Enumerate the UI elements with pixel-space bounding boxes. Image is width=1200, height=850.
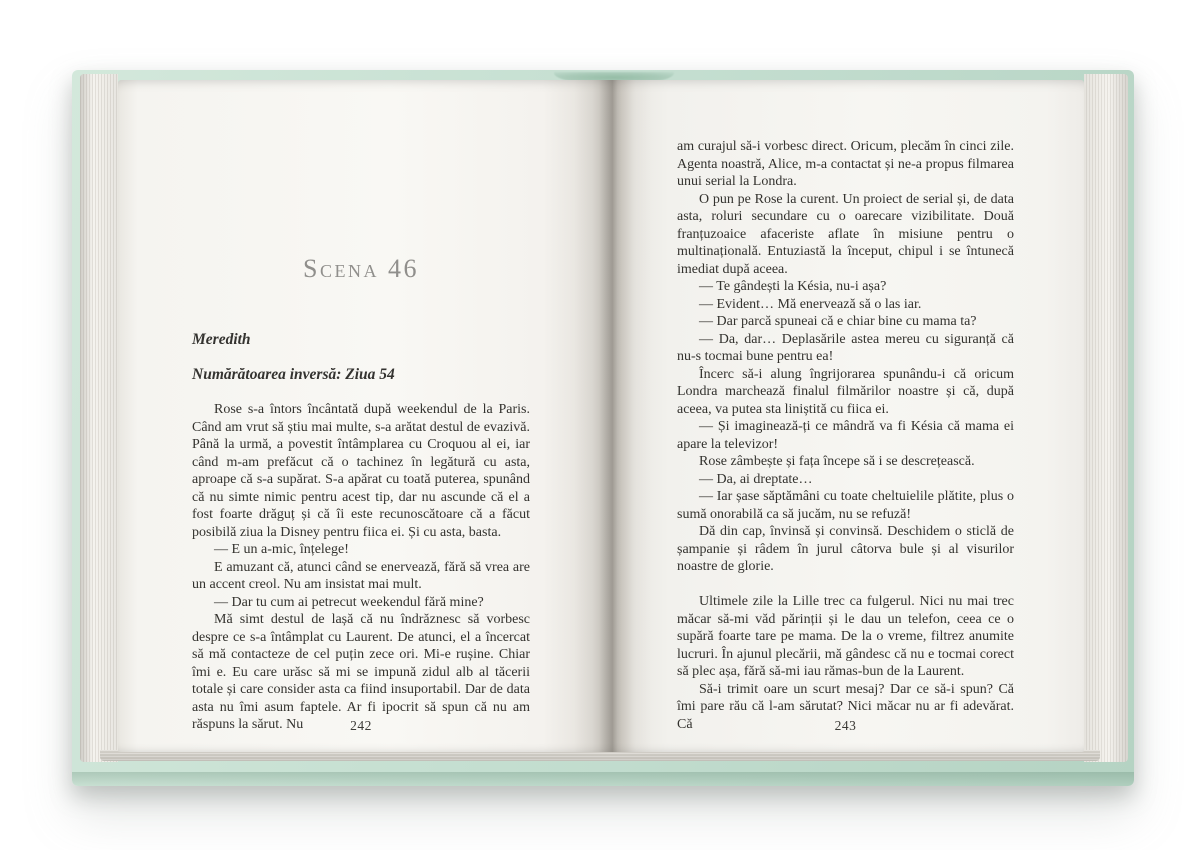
left-page-body <box>192 401 530 734</box>
paragraph: Rose s-a întors încântată după weekendul de la Paris. Când am vrut să știu mai multe, s-a arătat destul de evazivă. Până la urmă, a povestit întâmplarea cu Croquou al ei, iar când m-am prefăcut că o tachinez în legătură cu asta, aproape că s-a supărat. S-a apărat cu toată puterea, spunând că nu simte nimic pentru acest tip, dar nu ascunde că el a fost foarte drăguț și că îi este recunoscătoare că a făcut posibilă ziua la Disney pentru fiica ei. Și cu asta, basta. <box>192 402 530 540</box>
paragraph: — Evident… Mă enervează să o las iar. <box>699 296 922 312</box>
paragraph: — Te gândești la Késia, nu-i așa? <box>699 279 887 294</box>
paragraph: — E un a-mic, înțelege! <box>214 542 349 557</box>
paragraph: — Dar tu cum ai petrecut weekendul fără mine? <box>214 594 484 610</box>
paragraph: — Și imaginează-ți ce mândră va fi Késia că mama ei apare la televizor! <box>677 419 1014 452</box>
right-page-body <box>677 138 1014 733</box>
chapter-heading: Scena 46 <box>303 254 419 283</box>
paragraph: O pun pe Rose la curent. Un proiect de serial și, de data asta, roluri secundare cu o oarecare vizibilitate. Două franțuzoaice afaceriste aflate în misiune pentru o multinațională. Entuziastă la început, chipul i se întunecă imediat după aceea. <box>677 191 1014 277</box>
right-page-text-column <box>677 138 1014 733</box>
character-name: Meredith <box>192 331 251 348</box>
paragraph: — Da, dar… Deplasările astea mereu cu siguranță că nu-s tocmai bune pentru ea! <box>677 331 1014 364</box>
paragraph: Dă din cap, învinsă și convinsă. Deschidem o sticlă de șampanie și râdem în jurul câtorva bule și al visurilor noastre de glorie. <box>677 524 1014 574</box>
page-stack-right-edge <box>1084 74 1128 762</box>
left-page-text-column <box>192 248 530 734</box>
paragraph: E amuzant că, atunci când se enervează, fără să vrea are un accent creol. Nu am insistat mai mult. <box>192 559 530 592</box>
countdown-subtitle: Numărătoarea inversă: Ziua 54 <box>192 366 395 383</box>
page-stack-left-edge <box>80 74 118 762</box>
paragraph: — Iar șase săptămâni cu toate cheltuielile plătite, plus o sumă onorabilă ca să jucăm, nu se refuză! <box>677 489 1014 522</box>
paragraph: Mă simt destul de lașă că nu îndrăznesc să vorbesc despre ce s-a întâmplat cu Laurent. De atunci, el a încercat să mă contacteze de cel puțin zece ori. Mi-e rușine. Chiar îmi e. Eu care urăsc să mi se impună zidul alb al tăcerii totale și care consider asta ca fiind insuportabil. Dar de data asta nu îmi asum faptele. Ar fi ipocrit să spun că nu am răspuns la sărut. Nu <box>192 612 530 732</box>
paragraph: Ultimele zile la Lille trec ca fulgerul. Nici nu mai trec măcar să-mi văd părinții și le dau un telefon, ceea ce o supără foarte tare pe mama. De la o vreme, filtrez anumite lucruri. În ajunul plecării, mă gândesc că nu e tocmai corect să plec așa, fără să-mi iau rămas-bun de la Laurent. <box>677 594 1014 679</box>
paragraph: am curajul să-i vorbesc direct. Oricum, plecăm în cinci zile. Agenta noastră, Alice, m-a contactat și ne-a propus filmarea unui serial la Londra. <box>677 139 1014 189</box>
paragraph: Să-i trimit oare un scurt mesaj? Dar ce să-i spun? Că îmi pare rău că l-am sărutat? Nici măcar nu ar fi adevărat. Că <box>677 681 1014 732</box>
paragraph: Încerc să-i alung îngrijorarea spunându-i că oricum Londra marchează finalul filmărilor noastre și că, după aceea, va putea sta liniștită cu fiica ei. <box>677 366 1014 417</box>
page-number-right: 243 <box>834 718 857 733</box>
page-number-left: 242 <box>350 718 372 733</box>
paragraph: — Dar parcă spuneai că e chiar bine cu mama ta? <box>699 314 977 329</box>
paragraph: Rose zâmbește și fața începe să i se descrețească. <box>699 454 975 469</box>
paragraph: — Da, ai dreptate… <box>699 471 813 487</box>
